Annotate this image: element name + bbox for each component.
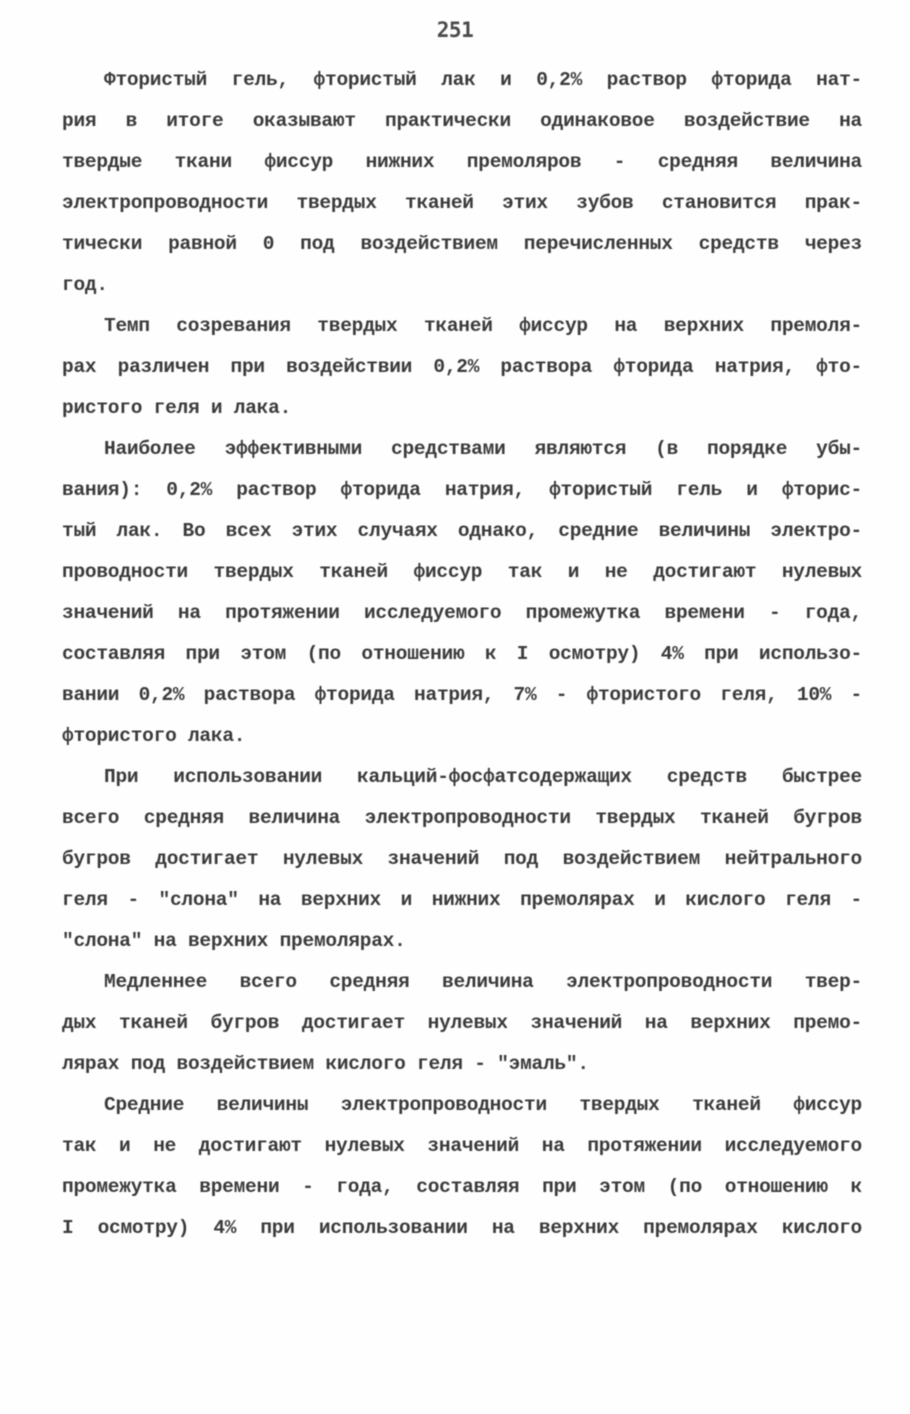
text-line: Средние величины электропроводности твердых тканей фиссур — [104, 1094, 862, 1116]
paragraph — [62, 62, 862, 308]
text-line: твердые ткани фиссур нижних премоляров - средняя величина — [62, 151, 862, 173]
text-line: всего средняя величина электропроводности твердых тканей бугров — [62, 807, 862, 829]
text-line: лярах под воздействием кислого геля - "эмаль". — [62, 1053, 589, 1075]
text-line: Фтористый гель, фтористый лак и 0,2% раствор фторида нат- — [104, 69, 862, 91]
paragraph — [62, 431, 862, 759]
text-line: составляя при этом (по отношению к I осмотру) 4% при использо- — [62, 643, 862, 665]
paragraph — [62, 1087, 862, 1251]
text-line: ристого геля и лака. — [62, 397, 292, 419]
text-line: проводности твердых тканей фиссур так и не достигают нулевых — [62, 561, 862, 583]
text-line: "слона" на верхних премолярах. — [62, 930, 406, 952]
text-line: вании 0,2% раствора фторида натрия, 7% - фтористого геля, 10% - — [62, 684, 862, 706]
text-line: вания): 0,2% раствор фторида натрия, фтористый гель и фторис- — [62, 479, 862, 501]
text-line: бугров достигает нулевых значений под воздействием нейтрального — [62, 848, 862, 870]
text-line: геля - "слона" на верхних и нижних премолярах и кислого геля - — [62, 889, 862, 911]
text-line: тый лак. Во всех этих случаях однако, средние величины электро- — [62, 520, 862, 542]
text-line: дых тканей бугров достигает нулевых значений на верхних премо- — [62, 1012, 862, 1034]
text-line: При использовании кальций-фосфатсодержащих средств быстрее — [104, 766, 862, 788]
text-line: электропроводности твердых тканей этих зубов становится прак- — [62, 192, 862, 214]
paragraph — [62, 759, 862, 964]
text-line: Медленнее всего средняя величина электропроводности твер- — [104, 971, 862, 993]
text-line: Наиболее эффективными средствами являются (в порядке убы- — [104, 438, 862, 460]
paragraph — [62, 964, 862, 1087]
page-number: 251 — [436, 18, 474, 42]
text-line: промежутка времени - года, составляя при этом (по отношению к — [62, 1176, 862, 1198]
body-text — [62, 62, 862, 1251]
text-line: значений на протяжении исследуемого промежутка времени - года, — [62, 602, 862, 624]
text-line: фтористого лака. — [62, 725, 246, 747]
text-line: так и не достигают нулевых значений на протяжении исследуемого — [62, 1135, 862, 1157]
text-line: рия в итоге оказывают практически одинаковое воздействие на — [62, 110, 862, 132]
paragraph — [62, 308, 862, 431]
text-line: рах различен при воздействии 0,2% раствора фторида натрия, фто- — [62, 356, 862, 378]
text-line: тически равной 0 под воздействием перечисленных средств через — [62, 233, 862, 255]
text-line: Темп созревания твердых тканей фиссур на верхних премоля- — [104, 315, 862, 337]
text-line: I осмотру) 4% при использовании на верхних премолярах кислого — [62, 1217, 862, 1239]
text-line: год. — [62, 274, 108, 296]
